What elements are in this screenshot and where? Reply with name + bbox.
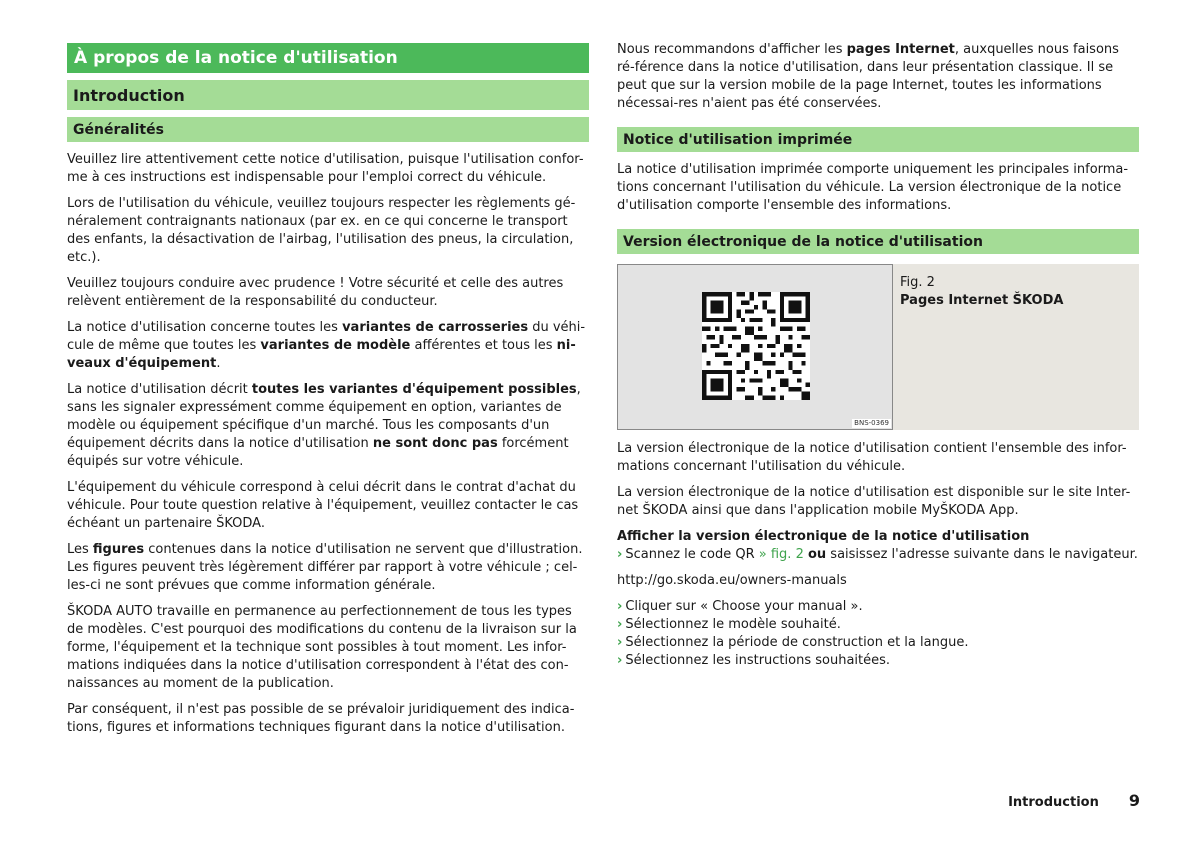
chevron-right-icon: › xyxy=(617,653,623,668)
paragraph: L'équipement du véhicule correspond à celui décrit dans le contrat d'achat du véhicule. Pour toute question relative à l'équipement, veuillez contacter le cas échéant un partenaire ŠKODA. xyxy=(67,480,579,531)
step-list xyxy=(617,598,1139,670)
chapter-heading: À propos de la notice d'utilisation xyxy=(67,43,589,73)
figure-caption xyxy=(893,264,1070,430)
figure-label: Fig. 2 xyxy=(900,275,935,290)
paragraph: Veuillez toujours conduire avec prudence ! Votre sécurité et celle des autres relèvent entièrement de la responsabilité du conducteur. xyxy=(67,276,564,309)
paragraph: La version électronique de la notice d'utilisation est disponible sur le site Inter-net ŠKODA ainsi que dans l'application mobile MyŠKODA App. xyxy=(617,485,1131,518)
paragraph: ŠKODA AUTO travaille en permanence au perfectionnement de tous les types de modèles. C'est pourquoi des modifications du contenu de la livraison sur la forme, l'équipement et la technique sont possibles à tout moment. Les infor-mations indiquées dans la notice d'utilisation correspondent à l'état des con-naissances au moment de la publication. xyxy=(67,604,577,691)
page-number: 9 xyxy=(1128,791,1140,810)
step-list xyxy=(617,546,1139,564)
subsection-heading: Généralités xyxy=(67,117,589,142)
paragraph: La notice d'utilisation concerne toutes les variantes de carrosseries du véhi-cule de même que toutes les variantes de modèle afférentes et tous les ni-veaux d'équipement. xyxy=(67,320,586,371)
paragraph: Par conséquent, il n'est pas possible de se prévaloir juridiquement des indica-tions, figures et informations techniques figurant dans la notice d'utilisation. xyxy=(67,702,575,735)
chevron-right-icon: › xyxy=(617,599,623,614)
figure-title: Pages Internet ŠKODA xyxy=(900,293,1064,308)
figure-reference-link[interactable]: » fig. 2 xyxy=(758,547,804,562)
paragraph: La version électronique de la notice d'utilisation contient l'ensemble des infor-mations concernant l'utilisation du véhicule. xyxy=(617,441,1127,474)
procedure-heading: Afficher la version électronique de la notice d'utilisation xyxy=(617,529,1030,544)
left-column xyxy=(67,43,589,745)
qr-code-icon[interactable] xyxy=(702,292,810,400)
list-item: › Sélectionnez la période de construction et la langue. xyxy=(617,635,969,650)
paragraph: Lors de l'utilisation du véhicule, veuillez toujours respecter les règlements gé-néralement contraignants nationaux (par ex. en ce qui concerne le transport des enfants, la désactivation de l'airbag, l'utilisation des pneus, la circulation, etc.). xyxy=(67,196,576,265)
page-footer xyxy=(1008,791,1140,810)
paragraph: La notice d'utilisation imprimée comporte uniquement les principales informa-tions concernant l'utilisation du véhicule. La version électronique de la notice d'utilisation comporte l'ensemble des informations. xyxy=(617,162,1129,213)
url-text: http://go.skoda.eu/owners-manuals xyxy=(617,573,847,588)
paragraph: Veuillez lire attentivement cette notice d'utilisation, puisque l'utilisation confor-me à ces instructions est indispensable pour l'emploi correct du véhicule. xyxy=(67,152,584,185)
paragraph: La notice d'utilisation décrit toutes les variantes d'équipement possibles, sans les signaler expressément comme équipement en option, variantes de modèle ou équipement spécifique d'un marché. Tous les composants d'un équipement décrits dans la notice d'utilisation ne sont donc pas forcément équipés sur votre véhicule. xyxy=(67,382,581,469)
right-column xyxy=(617,41,1139,678)
subsection-heading: Version électronique de la notice d'utilisation xyxy=(617,229,1139,254)
figure-code: BNS-0369 xyxy=(854,419,889,427)
section-heading: Introduction xyxy=(67,80,589,110)
list-item: › Sélectionnez le modèle souhaité. xyxy=(617,617,841,632)
figure-image xyxy=(617,264,893,430)
list-item: › Scannez le code QR » fig. 2 ou saisissez l'adresse suivante dans le navigateur. xyxy=(617,547,1138,562)
figure-2 xyxy=(617,264,1139,430)
list-item: › Cliquer sur « Choose your manual ». xyxy=(617,599,863,614)
paragraph: Les figures contenues dans la notice d'utilisation ne servent que d'illustration. Les figures peuvent très légèrement différer par rapport à votre véhicule ; cel-les-ci ne sont prévues que comme information générale. xyxy=(67,542,583,593)
chevron-right-icon: › xyxy=(617,617,623,632)
footer-section: Introduction xyxy=(1008,795,1099,810)
paragraph: Nous recommandons d'afficher les pages Internet, auxquelles nous faisons ré-férence dans la notice d'utilisation, dans leur présentation classique. Il se peut que sur la version mobile de la page Internet, toutes les informations nécessai-res n'aient pas été conservées. xyxy=(617,42,1119,111)
chevron-right-icon: › xyxy=(617,547,623,562)
chevron-right-icon: › xyxy=(617,635,623,650)
subsection-heading: Notice d'utilisation imprimée xyxy=(617,127,1139,152)
list-item: › Sélectionnez les instructions souhaitées. xyxy=(617,653,891,668)
